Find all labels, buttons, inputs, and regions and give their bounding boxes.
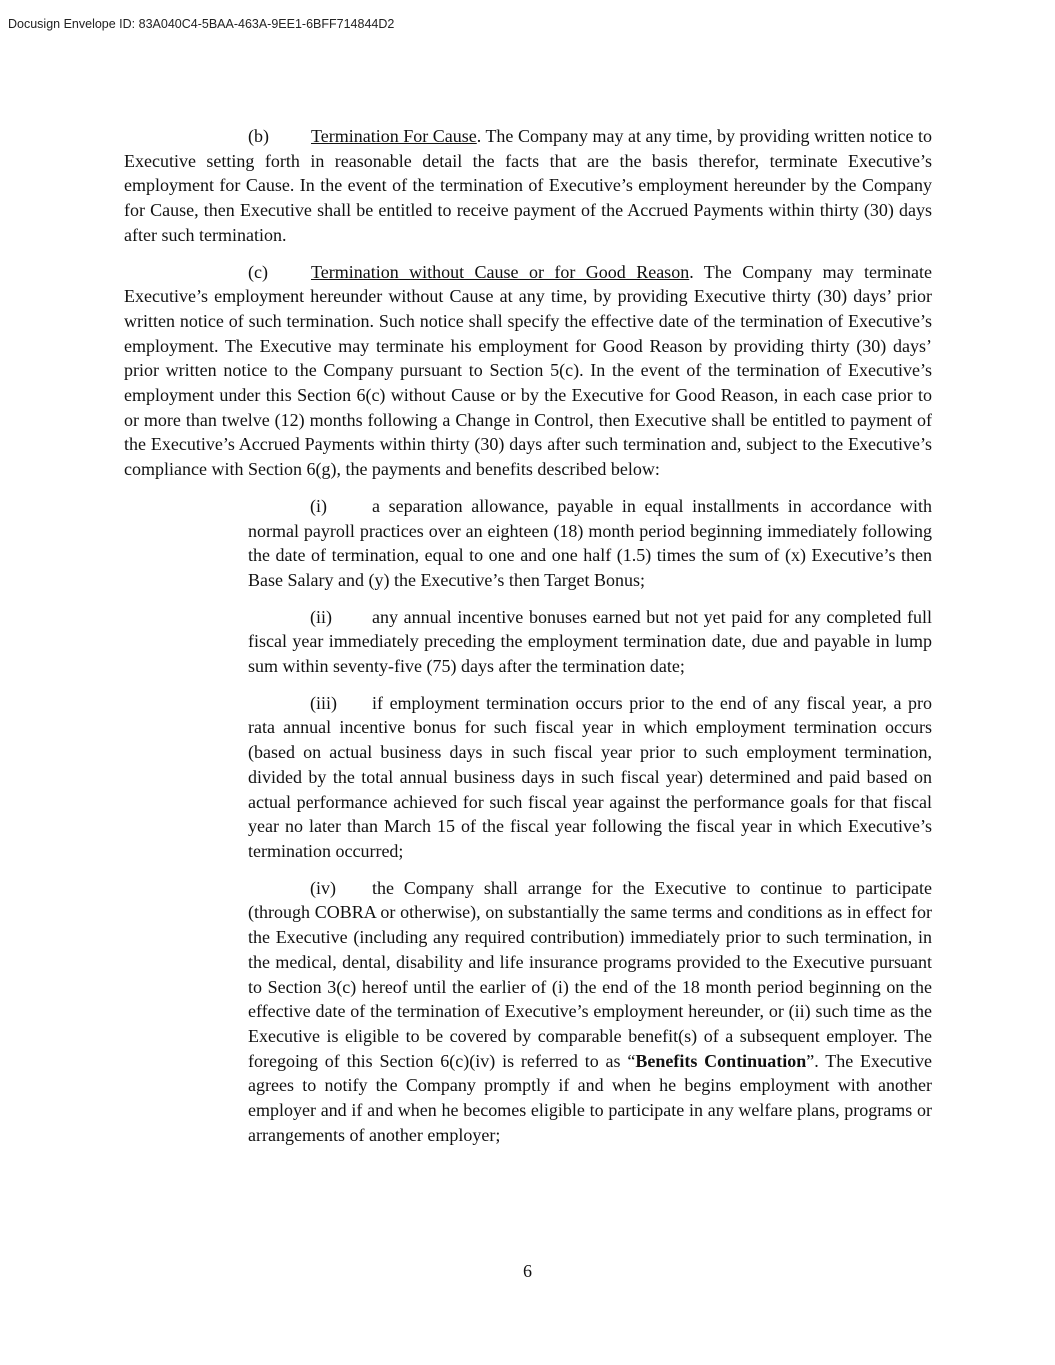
- section-b-paragraph: [124, 124, 932, 248]
- section-c-body: . The Company may terminate Executive’s employment hereunder without Cause at any time, by providing Executive thirty (30) days’ prior written notice of such termination. Such notice shall specify the effective date of the termination of Executive’s employment. The Executive may terminate his employment for Good Reason by providing thirty (30) days’ prior written notice to the Company pursuant to Section 5(c). In the event of the termination of Executive’s employment under this Section 6(c) without Cause or by the Executive for Good Reason, in each case prior to or more than twelve (12) months following a Change in Control, then Executive shall be entitled to payment of the Executive’s Accrued Payments within thirty (30) days after such termination and, subject to the Executive’s compliance with Section 6(g), the payments and benefits described below:: [124, 261, 932, 480]
- subsection-iv-text-after: ”. The Executive agrees to notify the Company promptly if and when he begins employment with another employer and if and when he becomes eligible to participate in any welfare plans, programs or arrangements of another employer;: [248, 1050, 932, 1145]
- subsection-iii: [248, 691, 932, 864]
- subsection-iii-label: (iii): [310, 692, 337, 713]
- subsection-ii-label: (ii): [310, 606, 332, 627]
- subsection-ii: [248, 605, 932, 679]
- section-c-label: (c): [248, 261, 268, 282]
- subsection-iv-text-before: the Company shall arrange for the Executive to continue to participate (through COBRA or otherwise), on substantially the same terms and conditions as in effect for the Executive (including any required contribution) immediately prior to such termination, in the medical, dental, disability and life insurance programs provided to the Executive pursuant to Section 3(c) hereof until the earlier of (i) the end of the 18 month period beginning on the effective date of the termination of Executive’s employment hereunder, or (ii) such time as the Executive is eligible to be covered by comparable benefit(s) of a subsequent employer. The foregoing of this Section 6(c)(iv) is referred to as “: [248, 877, 932, 1071]
- section-c-heading: Termination without Cause or for Good Reason: [311, 261, 690, 282]
- subsection-ii-text: any annual incentive bonuses earned but not yet paid for any completed full fiscal year immediately preceding the employment termination date, due and payable in lump sum within seventy-five (75) days after the termination date;: [248, 606, 932, 677]
- subsection-i-label: (i): [310, 495, 327, 516]
- subsection-iv-label: (iv): [310, 877, 336, 898]
- section-b-body: . The Company may at any time, by providing written notice to Executive setting forth in reasonable detail the facts that are the basis therefor, terminate Executive’s employment for Cause. In the event of the termination of Executive’s employment hereunder by the Company for Cause, then Executive shall be entitled to receive payment of the Accrued Payments within thirty (30) days after such termination.: [124, 126, 932, 245]
- document-page: [124, 124, 932, 1159]
- section-b-heading: Termination For Cause: [311, 126, 477, 146]
- subsection-i: [248, 494, 932, 593]
- page-number: 6: [523, 1261, 532, 1281]
- subsection-iii-text: if employment termination occurs prior to the end of any fiscal year, a pro rata annual incentive bonus for such fiscal year in which employment termination occurs (based on actual business days in such fiscal year prior to such employment termination, divided by the total annual business days in such fiscal year) determined and paid based on actual performance achieved for such fiscal year against the performance goals for that fiscal year no later than March 15 of the fiscal year following the fiscal year in which Executive’s termination occurred;: [248, 692, 932, 861]
- subsection-i-text: a separation allowance, payable in equal installments in accordance with normal payroll practices over an eighteen (18) month period beginning immediately following the date of termination, equal to one and one half (1.5) times the sum of (x) Executive’s then Base Salary and (y) the Executive’s then Target Bonus;: [248, 495, 932, 590]
- subsection-iv: [248, 876, 932, 1148]
- section-c-paragraph: [124, 260, 932, 482]
- envelope-id-header: Docusign Envelope ID: 83A040C4-5BAA-463A-9EE1-6BFF714844D2: [8, 17, 395, 31]
- benefits-continuation-term: Benefits Continuation: [635, 1050, 807, 1071]
- section-b-label: (b): [248, 126, 269, 146]
